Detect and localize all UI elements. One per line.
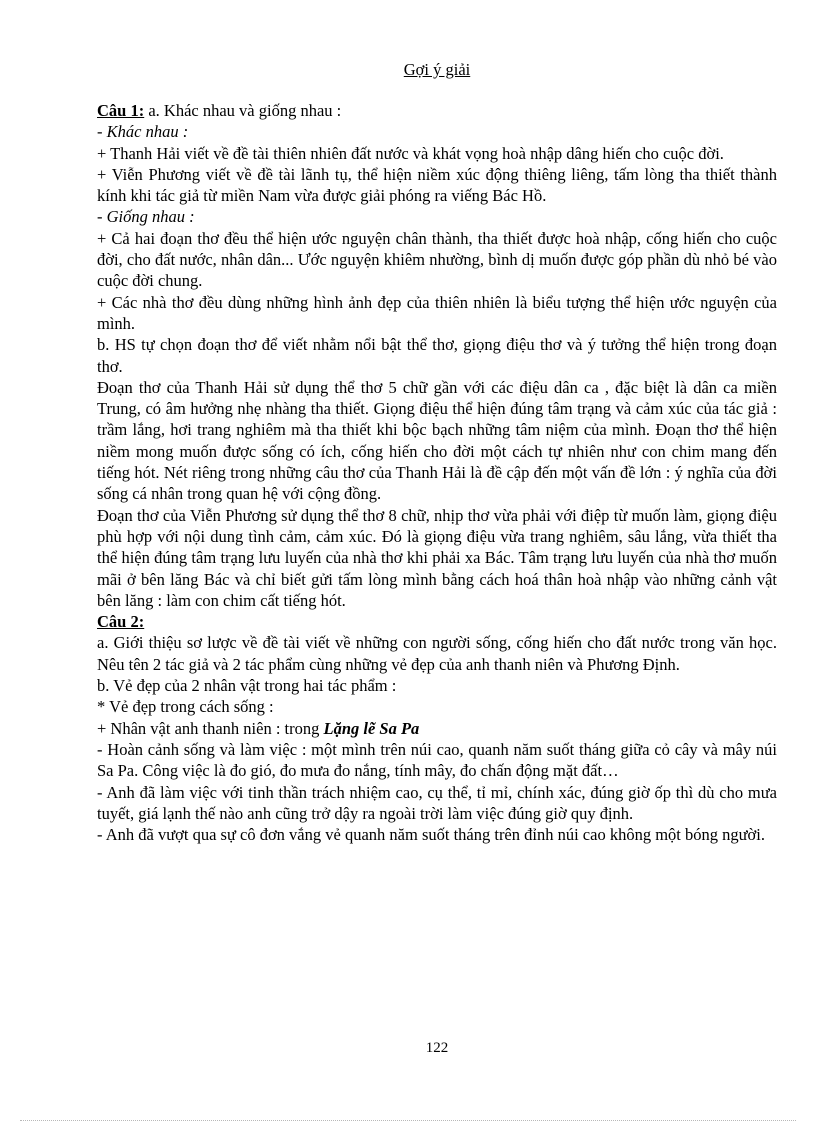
paragraph-thanh-hai: Đoạn thơ của Thanh Hải sử dụng thể thơ 5 chữ gần với các điệu dân ca , đặc biệt là dân ca miền Trung, có âm hưởng nhẹ nhàng tha thiết. Giọng điệu thể hiện đúng tâm trạng và cảm xúc của tác giả : trầm lắng, hơi trang nghiêm mà tha thiết khi bộc bạch những tâm niệm của mình. Đoạn thơ thể hiện niềm mong muốn được sống có ích, cống hiến cho đời một cách tự nhiên như con chim mang đến tiếng hót. Nét riêng trong những câu thơ của Thanh Hải là đề cập đến một vấn đề lớn : ý nghĩa của đời sống cá nhân trong quan hệ với cộng đồng. xyxy=(97,377,777,504)
detail-item: - Anh đã làm việc với tinh thần trách nhiệm cao, cụ thể, tỉ mỉ, chính xác, đúng giờ ốp thì dù cho mưa tuyết, giá lạnh thế nào anh cũng trở dậy ra ngoài trời làm việc đúng giờ quy định. xyxy=(97,782,777,823)
document-body xyxy=(97,100,777,845)
page-number: 122 xyxy=(425,1040,449,1056)
character-line xyxy=(97,718,777,739)
question-2-part-a: a. Giới thiệu sơ lược về đề tài viết về những con người sống, cống hiến cho đất nước trong văn học. Nêu tên 2 tác giả và 2 tác phẩm cùng những vẻ đẹp của anh thanh niên và Phương Định. xyxy=(97,633,777,674)
question-2-heading xyxy=(97,611,777,632)
detail-item: - Hoàn cảnh sống và làm việc : một mình trên núi cao, quanh năm suốt tháng giữa cỏ cây và mây núi Sa Pa. Công việc là đo gió, đo mưa đo nắng, tính mây, đo chấn động mặt đất… xyxy=(97,739,777,781)
detail-item: - Anh đã vượt qua sự cô đơn vắng vẻ quanh năm suốt tháng trên đỉnh núi cao không một bóng người. xyxy=(97,825,765,845)
work-title: Lặng lẽ Sa Pa xyxy=(323,718,420,738)
question-1-part-b: b. HS tự chọn đoạn thơ để viết nhằm nổi bật thể thơ, giọng điệu thơ và ý tưởng thể hiện trong đoạn thơ. xyxy=(97,335,777,376)
beauty-heading: * Vẻ đẹp trong cách sống : xyxy=(97,697,274,717)
question-1-heading xyxy=(97,100,777,121)
question-2-label: Câu 2: xyxy=(97,612,145,632)
character-prefix: + Nhân vật anh thanh niên : trong xyxy=(97,718,324,738)
difference-item: + Viễn Phương viết về đề tài lãnh tụ, thể hiện niềm xúc động thiêng liêng, tấm lòng tha thiết thành kính khi tác giả từ miền Nam vừa được giải phóng ra viếng Bác Hồ. xyxy=(97,164,777,206)
difference-item: + Thanh Hải viết về đề tài thiên nhiên đất nước và khát vọng hoà nhập dâng hiến cho cuộc đời. xyxy=(97,143,724,163)
similarity-item: + Cả hai đoạn thơ đều thể hiện ước nguyện chân thành, tha thiết được hoà nhập, cống hiến cho cuộc đời, cho đất nước, nhân dân... Ước nguyện khiêm nhường, bình dị muốn được góp phần dù nhỏ bé vào cuộc đời chung. xyxy=(97,228,777,291)
question-1-heading-text: a. Khác nhau và giống nhau : xyxy=(144,101,342,120)
page-footer-divider xyxy=(20,1120,796,1121)
page-title: Gợi ý giải xyxy=(403,60,471,79)
question-1-label: Câu 1: xyxy=(97,101,145,120)
paragraph-vien-phuong: Đoạn thơ của Viễn Phương sử dụng thể thơ 8 chữ, nhịp thơ vừa phải với điệp từ muốn làm, giọng điệu phù hợp với nội dung tình cảm, cảm xúc. Đó là giọng điệu vừa trang nghiêm, sâu lắng, vừa thiết tha thể hiện đúng tâm trạng lưu luyến của nhà thơ khi phải xa Bác. Tâm trạng lưu luyến của nhà thơ muốn mãi ở bên lăng Bác và chỉ biết gửi tấm lòng mình bằng cách hoá thân hoà nhập vào những cảnh vật bên lăng : làm con chim cất tiếng hót. xyxy=(97,505,777,610)
differences-label: - Khác nhau : xyxy=(97,122,189,142)
question-2-part-b: b. Vẻ đẹp của 2 nhân vật trong hai tác phẩm : xyxy=(97,676,397,696)
similarities-label: - Giống nhau : xyxy=(97,207,195,227)
similarity-item: + Các nhà thơ đều dùng những hình ảnh đẹp của thiên nhiên là biểu tượng thể hiện ước nguyện của mình. xyxy=(97,292,777,333)
